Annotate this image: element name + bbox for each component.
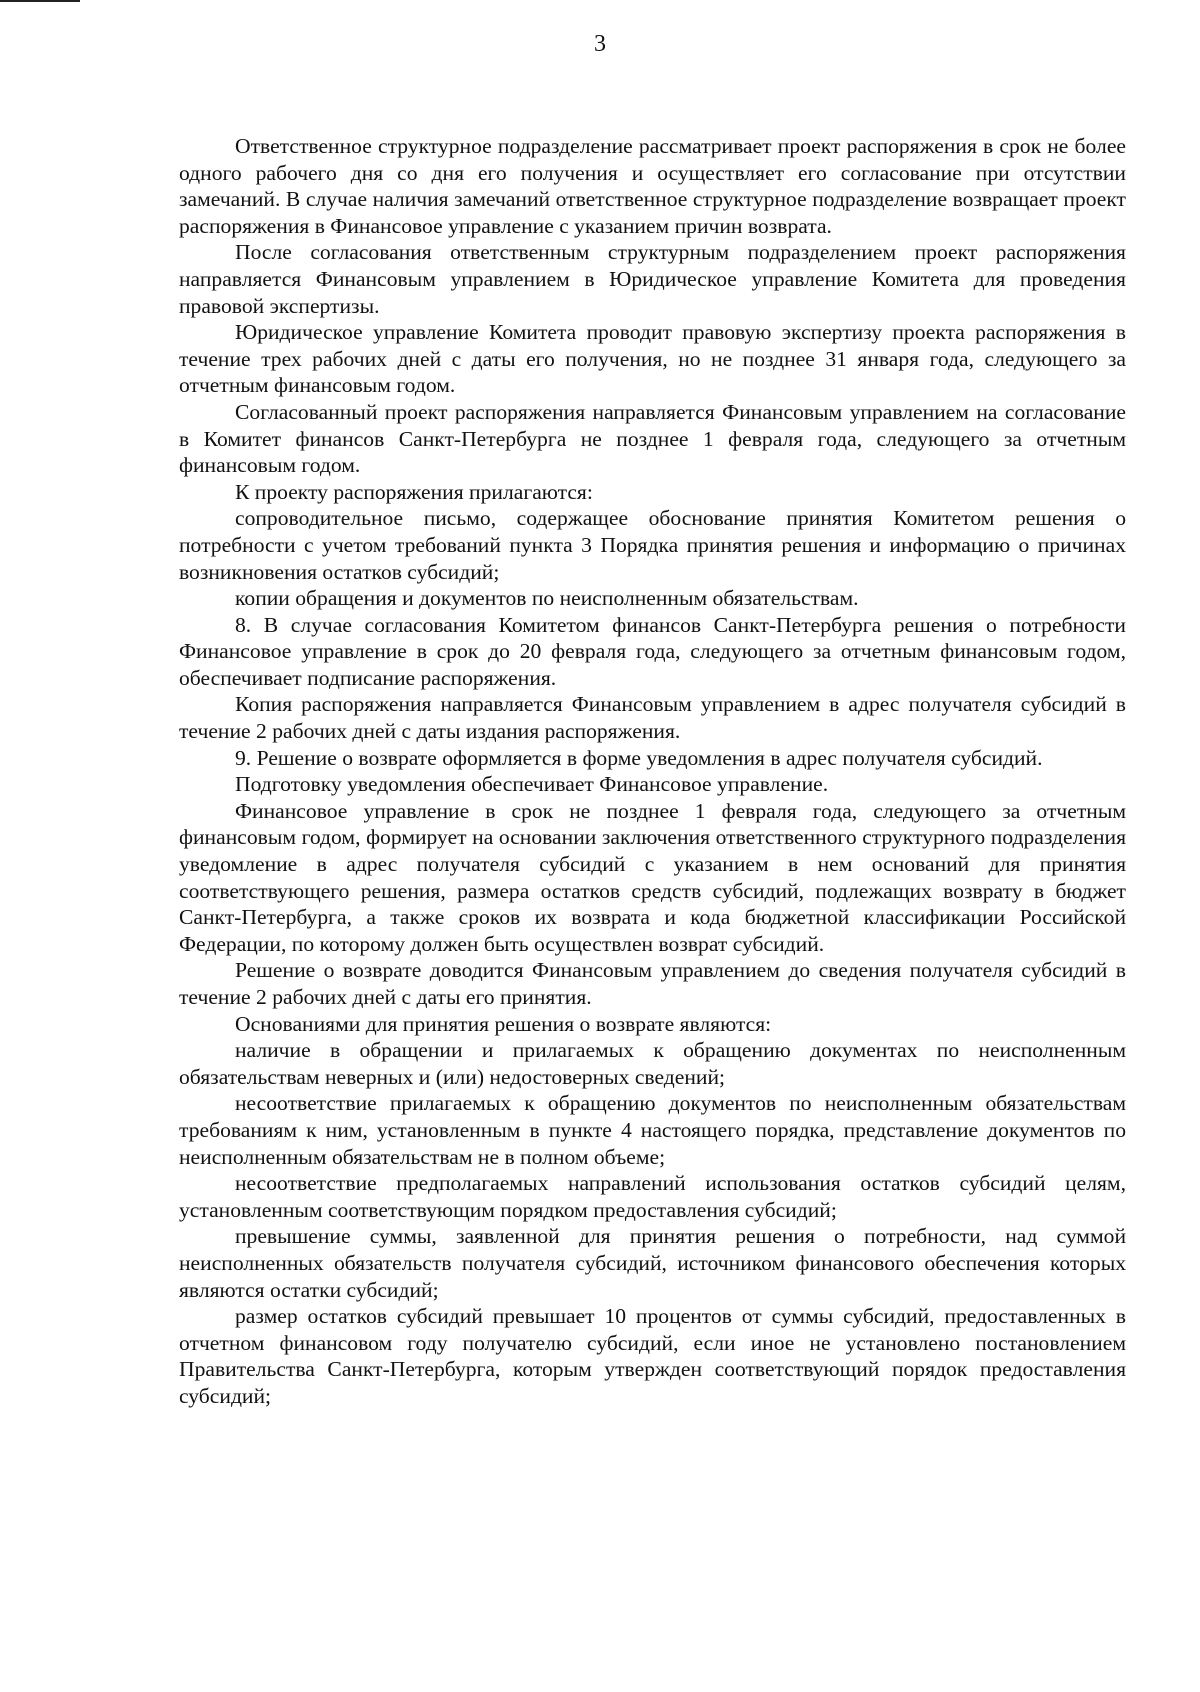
paragraph-notice-preparation: Подготовку уведомления обеспечивает Финансовое управление. — [235, 772, 829, 797]
document-body — [179, 133, 1126, 1410]
paragraph-notice-formation: Финансовое управление в срок не позднее 1 февраля года, следующего за отчетным финансовым годом, формирует на основании заключения ответственного структурного подразделения уведомление в адрес получателя субсидий с указанием в нем оснований для принятия соответствующего решения, размера остатков средств субсидий, подлежащих возврату в бюджет Санкт-Петербурга, а также сроков их возврата и кода бюджетной классификации Российской Федерации, по которому должен быть осуществлен возврат субсидий. — [179, 798, 1126, 956]
paragraph-finance-committee-approval: Согласованный проект распоряжения направляется Финансовым управлением на согласование в Комитет финансов Санкт-Петербурга не позднее 1 февраля года, следующего за отчетным финансовым годом. — [179, 399, 1126, 478]
paragraph-cover-letter: сопроводительное письмо, содержащее обоснование принятия Комитетом решения о потребности с учетом требований пункта 3 Порядка принятия решения и информацию о причинах возникновения остатков субсидий; — [179, 506, 1126, 584]
paragraph-ground-document-mismatch: несоответствие прилагаемых к обращению документов по неисполненным обязательствам требованиям к ним, установленным в пункте 4 настоящего порядка, представление документов по неисполненным обязательствам не в полном объеме; — [179, 1091, 1126, 1169]
page-number: 3 — [594, 31, 606, 57]
paragraph-ground-purpose-mismatch: несоответствие предполагаемых направлений использования остатков субсидий целям, установленным соответствующим порядком предоставления субсидий; — [179, 1171, 1126, 1222]
paragraph-ground-false-info: наличие в обращении и прилагаемых к обращению документах по неисполненным обязательствам неверных и (или) недостоверных сведений; — [179, 1038, 1126, 1089]
paragraph-attachments-intro: К проекту распоряжения прилагаются: — [235, 479, 593, 504]
paragraph-structural-review: Ответственное структурное подразделение рассматривает проект распоряжения в срок не более одного рабочего дня со дня его получения и осуществляет его согласование при отсутствии замечаний. В случае наличия замечаний ответственное структурное подразделение возвращает проект распоряжения в Финансовое управление с указанием причин возврата. — [179, 134, 1126, 238]
paragraph-after-approval: После согласования ответственным структурным подразделением проект распоряжения направляется Финансовым управлением в Юридическое управление Комитета для проведения правовой экспертизы. — [179, 240, 1126, 318]
paragraph-grounds-intro: Основаниями для принятия решения о возврате являются: — [235, 1011, 772, 1036]
scan-edge-mark — [0, 0, 80, 2]
paragraph-item-9: 9. Решение о возврате оформляется в форме уведомления в адрес получателя субсидий. — [235, 745, 1043, 770]
paragraph-legal-review: Юридическое управление Комитета проводит правовую экспертизу проекта распоряжения в течение трех рабочих дней с даты его получения, но не позднее 31 января года, следующего за отчетным финансовым годом. — [179, 320, 1126, 398]
paragraph-ground-ten-percent: размер остатков субсидий превышает 10 процентов от суммы субсидий, предоставленных в отчетном финансовом году получателю субсидий, если иное не установлено постановлением Правительства Санкт-Петербурга, которым утвержден соответствующий порядок предоставления субсидий; — [179, 1304, 1126, 1408]
paragraph-order-copy: Копия распоряжения направляется Финансовым управлением в адрес получателя субсидий в течение 2 рабочих дней с даты издания распоряжения. — [179, 692, 1126, 744]
paragraph-copies: копии обращения и документов по неисполненным обязательствам. — [235, 586, 859, 611]
paragraph-ground-amount-excess: превышение суммы, заявленной для принятия решения о потребности, над суммой неисполненных обязательств получателя субсидий, источником финансового обеспечения которых являются остатки субсидий; — [179, 1224, 1126, 1302]
paragraph-item-8: 8. В случае согласования Комитетом финансов Санкт-Петербурга решения о потребности Финансовое управление в срок до 20 февраля года, следующего за отчетным финансовым годом, обеспечивает подписание распоряжения. — [179, 612, 1126, 690]
paragraph-decision-delivery: Решение о возврате доводится Финансовым управлением до сведения получателя субсидий в течение 2 рабочих дней с даты его принятия. — [179, 958, 1126, 1009]
